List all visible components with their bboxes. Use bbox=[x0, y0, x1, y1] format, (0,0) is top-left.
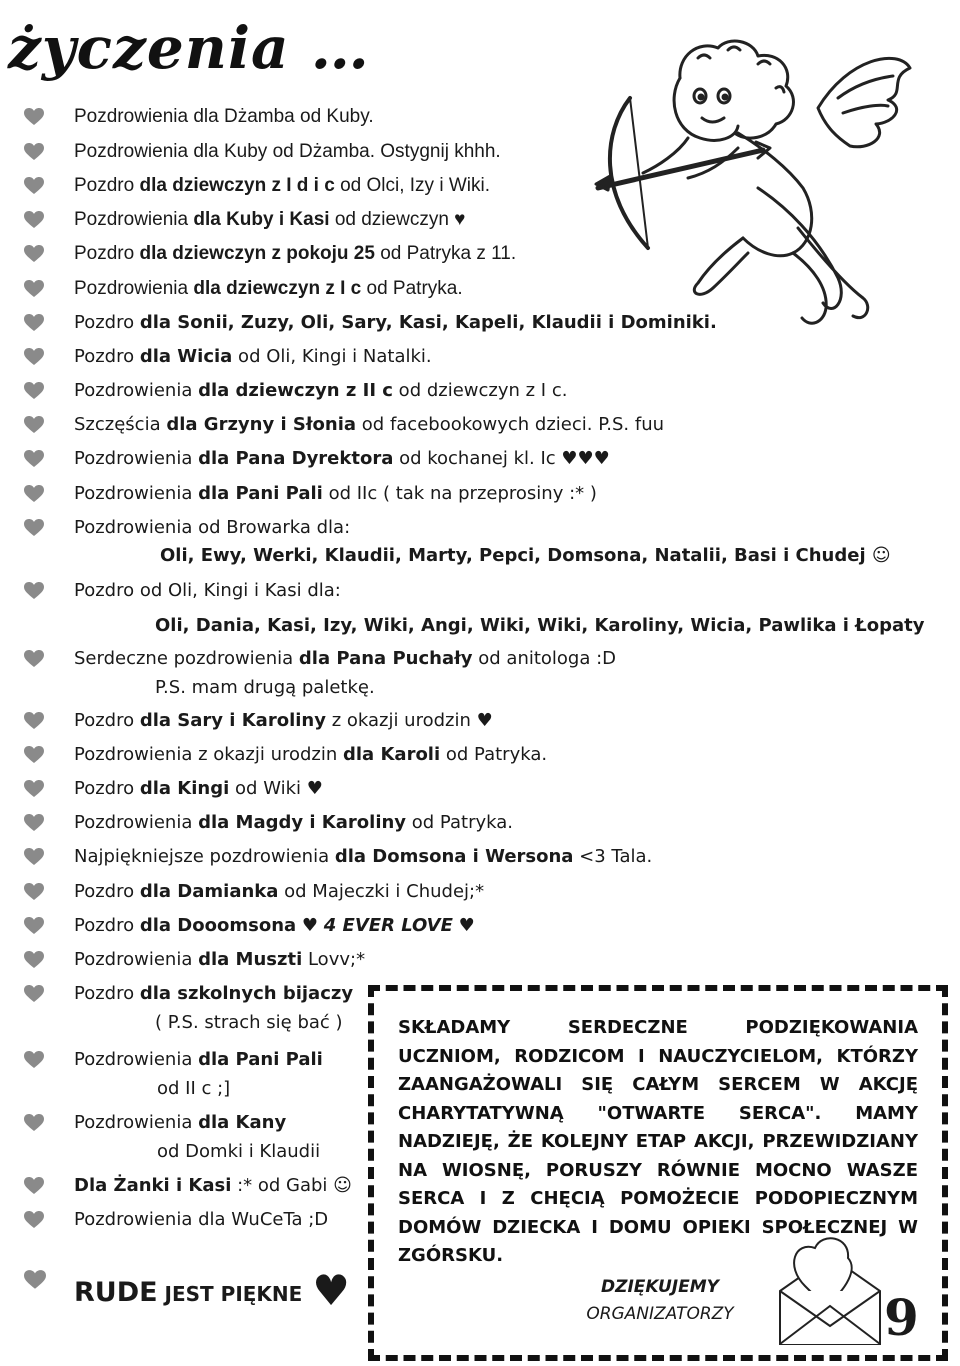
heart-bullet-icon bbox=[24, 1114, 44, 1132]
text-fragment: dla Kany bbox=[198, 1112, 287, 1133]
wish-item bbox=[74, 1112, 286, 1134]
wish-item bbox=[74, 881, 484, 903]
wish-item bbox=[74, 778, 323, 800]
text-fragment: dla Sonii, Zuzy, Oli, Sary, Kasi, Kapeli, Klaudii i Dominiki. bbox=[139, 312, 717, 333]
wish-item bbox=[74, 915, 475, 937]
heart-bullet-icon bbox=[24, 650, 44, 668]
wish-item bbox=[74, 846, 652, 868]
text-fragment: dla dziewczyn z I c bbox=[193, 278, 362, 299]
text-fragment: od facebookowych dzieci. P.S. fuu bbox=[356, 414, 665, 435]
text-fragment: dla Kingi bbox=[139, 778, 230, 799]
heart-bullet-icon bbox=[24, 712, 44, 730]
heart-bullet-icon bbox=[24, 177, 44, 195]
text-fragment: ( P.S. strach się bać ) bbox=[155, 1012, 343, 1033]
text-fragment: od Patryka. bbox=[406, 812, 513, 833]
heart-bullet-icon bbox=[24, 450, 44, 468]
text-fragment: od Domki i Klaudii bbox=[157, 1141, 321, 1162]
heart-envelope-icon bbox=[760, 1236, 900, 1348]
text-fragment: ♥♥♥ bbox=[561, 448, 610, 469]
heart-bullet-icon bbox=[24, 917, 44, 935]
text-fragment: :* od Gabi ☺ bbox=[231, 1175, 352, 1196]
text-fragment: dla dziewczyn z pokoju 25 bbox=[139, 243, 375, 264]
text-fragment: od Majeczki i Chudej;* bbox=[278, 881, 485, 902]
text-fragment: Pozdrowienia bbox=[74, 812, 199, 833]
wish-item bbox=[74, 243, 516, 265]
wish-item bbox=[74, 983, 353, 1005]
wish-continuation bbox=[157, 1078, 230, 1100]
wish-item bbox=[74, 141, 501, 163]
text-fragment: Serdeczne pozdrowienia bbox=[74, 648, 299, 669]
rude-rest: JEST PIĘKNE bbox=[157, 1282, 303, 1306]
wish-item bbox=[74, 414, 664, 436]
text-fragment: od kochanej kl. Ic bbox=[393, 448, 562, 469]
heart-bullet-icon bbox=[24, 1051, 44, 1069]
text-fragment: dla Wicia bbox=[139, 346, 233, 367]
text-fragment: Oli, Ewy, Werki, Klaudii, Marty, Pepci, Domsona, Natalii, Basi i Chudej ☺ bbox=[160, 545, 891, 566]
wish-item bbox=[74, 517, 350, 539]
text-fragment: od Wiki ♥ bbox=[229, 778, 323, 799]
heart-bullet-icon bbox=[24, 485, 44, 503]
text-fragment: od IIc ( tak na przeprosiny :* ) bbox=[322, 483, 597, 504]
wish-item bbox=[74, 483, 597, 505]
text-fragment: dla Muszti bbox=[198, 949, 303, 970]
text-fragment: <3 Tala. bbox=[573, 846, 653, 867]
text-fragment: Pozdro bbox=[74, 881, 140, 902]
text-fragment: Lovv;* bbox=[302, 949, 366, 970]
heart-bullet-icon bbox=[24, 416, 44, 434]
heart-bullet-icon bbox=[24, 280, 44, 298]
text-fragment: ♥ bbox=[452, 915, 475, 936]
wish-item bbox=[74, 949, 365, 971]
text-fragment: dla Dooomsona bbox=[139, 915, 297, 936]
text-fragment: Pozdrowienia bbox=[74, 380, 199, 401]
text-fragment: Pozdrowienia bbox=[74, 448, 199, 469]
text-fragment: Pozdro bbox=[74, 983, 140, 1004]
wish-item bbox=[74, 448, 610, 470]
heart-bullet-icon bbox=[24, 746, 44, 764]
heart-icon: ♥ bbox=[312, 1266, 350, 1315]
text-fragment: 4 EVER LOVE bbox=[323, 915, 453, 936]
text-fragment: dla Pana Dyrektora bbox=[198, 448, 394, 469]
text-fragment: z okazji urodzin ♥ bbox=[325, 710, 493, 731]
text-fragment: dla dziewczyn z I d i c bbox=[139, 175, 335, 196]
heart-bullet-icon bbox=[24, 348, 44, 366]
thanks-message: SKŁADAMY SERDECZNE PODZIĘKOWANIA UCZNIOM, RODZICOM I NAUCZYCIELOM, KTÓRZY ZAANGAŻOWALI SIĘ CAŁYM SERCEM W AKCJĘ CHARYTATYWNĄ "OTWARTE SERCA". MAMY NADZIEJĘ, ŻE KOLEJNY ETAP AKCJI, PRZEWIDZIANY NA WIOSNĘ, PORUSZY RÓWNIE MOCNO WASZE SERCA I Z CHĘCIĄ POMOŻECIE PODOPIECZNYM DOMÓW DZIECKA I DOMU OPIEKI SPOŁECZNEJ W ZGÓRSKU. bbox=[398, 1017, 918, 1266]
text-fragment: Najpiękniejsze pozdrowienia bbox=[74, 846, 335, 867]
text-fragment: Pozdrowienia bbox=[74, 1112, 199, 1133]
text-fragment: od Patryka. bbox=[361, 278, 463, 299]
wish-item bbox=[74, 710, 493, 732]
heart-bullet-icon bbox=[24, 245, 44, 263]
text-fragment: Pozdro od Oli, Kingi i Kasi dla: bbox=[74, 580, 341, 601]
text-fragment: dla Sary i Karoliny bbox=[139, 710, 326, 731]
wish-continuation bbox=[155, 677, 375, 699]
wish-item bbox=[74, 1175, 352, 1197]
wish-item bbox=[74, 812, 513, 834]
heart-bullet-icon bbox=[24, 1270, 46, 1290]
text-fragment: dla Kuby i Kasi bbox=[193, 209, 330, 230]
text-fragment: Pozdrowienia dla Kuby od Dżamba. Ostygnij khhh. bbox=[74, 141, 501, 162]
text-fragment: od Patryka z 11. bbox=[374, 243, 517, 264]
organizers-label: ORGANIZATORZY bbox=[586, 1304, 734, 1324]
wish-item bbox=[74, 312, 717, 334]
text-fragment: od Olci, Izy i Wiki. bbox=[334, 175, 490, 196]
text-fragment: od dziewczyn z I c. bbox=[392, 380, 568, 401]
text-fragment: Pozdrowienia dla WuCeTa ;D bbox=[74, 1209, 329, 1230]
text-fragment: Pozdrowienia bbox=[74, 1049, 199, 1070]
heart-bullet-icon bbox=[24, 382, 44, 400]
text-fragment: Pozdrowienia bbox=[74, 483, 199, 504]
text-fragment: dla Grzyny i Słonia bbox=[166, 414, 357, 435]
thanks-word: DZIĘKUJEMY bbox=[601, 1277, 719, 1297]
text-fragment: Pozdro bbox=[74, 710, 140, 731]
heart-bullet-icon bbox=[24, 211, 44, 229]
text-fragment: P.S. mam drugą paletkę. bbox=[155, 677, 375, 698]
wish-item bbox=[74, 209, 465, 231]
text-fragment: Pozdrowienia dla Dżamba od Kuby. bbox=[74, 106, 374, 127]
wish-item bbox=[74, 278, 463, 300]
text-fragment: dla Magdy i Karoliny bbox=[198, 812, 407, 833]
wish-continuation bbox=[155, 1012, 343, 1034]
wish-item bbox=[74, 580, 341, 602]
text-fragment: Pozdro bbox=[74, 778, 140, 799]
wish-item bbox=[74, 346, 432, 368]
wish-item bbox=[74, 744, 547, 766]
text-fragment: Pozdrowienia bbox=[74, 278, 194, 299]
text-fragment: od anitologa :D bbox=[472, 648, 617, 669]
heart-bullet-icon bbox=[24, 143, 44, 161]
text-fragment: Pozdro bbox=[74, 312, 140, 333]
heart-bullet-icon bbox=[24, 314, 44, 332]
text-fragment: dla Karoli bbox=[343, 744, 441, 765]
text-fragment: dla Pana Puchały bbox=[298, 648, 473, 669]
heart-bullet-icon bbox=[24, 883, 44, 901]
text-fragment: od II c ;] bbox=[157, 1078, 231, 1099]
text-fragment: Oli, Dania, Kasi, Izy, Wiki, Angi, Wiki, Wiki, Karoliny, Wicia, Pawlika i Łopaty bbox=[155, 615, 925, 636]
heart-bullet-icon bbox=[24, 1211, 44, 1229]
page-title: życzenia … bbox=[8, 14, 370, 82]
rude-slogan bbox=[74, 1266, 350, 1315]
heart-bullet-icon bbox=[24, 951, 44, 969]
heart-bullet-icon bbox=[24, 814, 44, 832]
heart-bullet-icon bbox=[24, 519, 44, 537]
text-fragment: Pozdrowienia z okazji urodzin bbox=[74, 744, 343, 765]
cupid-illustration bbox=[588, 38, 918, 338]
text-fragment: dla Domsona i Wersona bbox=[334, 846, 574, 867]
text-fragment: Pozdro bbox=[74, 915, 140, 936]
text-fragment: Pozdro bbox=[74, 346, 140, 367]
heart-bullet-icon bbox=[24, 108, 44, 126]
heart-bullet-icon bbox=[24, 582, 44, 600]
text-fragment: dla Damianka bbox=[139, 881, 279, 902]
text-fragment: Pozdrowienia od Browarka dla: bbox=[74, 517, 351, 538]
heart-bullet-icon bbox=[24, 1177, 44, 1195]
wish-continuation bbox=[157, 1141, 320, 1163]
heart-bullet-icon bbox=[24, 848, 44, 866]
text-fragment: Pozdrowienia bbox=[74, 209, 194, 230]
page-number: 9 bbox=[884, 1288, 919, 1347]
text-fragment: od Patryka. bbox=[440, 744, 548, 765]
text-fragment: Pozdro bbox=[74, 175, 140, 196]
text-fragment: od Oli, Kingi i Natalki. bbox=[232, 346, 432, 367]
heart-bullet-icon bbox=[24, 985, 44, 1003]
text-fragment: ♥ bbox=[296, 915, 324, 936]
text-fragment: dla Pani Pali bbox=[198, 483, 323, 504]
rude-word: RUDE bbox=[74, 1277, 158, 1308]
wish-item bbox=[74, 648, 616, 670]
text-fragment: Pozdro bbox=[74, 243, 140, 264]
text-fragment: dla Pani Pali bbox=[198, 1049, 323, 1070]
text-fragment: dla dziewczyn z II c bbox=[198, 380, 393, 401]
wish-continuation bbox=[160, 545, 891, 567]
wish-continuation bbox=[155, 615, 924, 637]
heart-bullet-icon bbox=[24, 780, 44, 798]
text-fragment: dla szkolnych bijaczy bbox=[139, 983, 354, 1004]
thanks-signature bbox=[560, 1274, 760, 1328]
text-fragment: Dla Żanki i Kasi bbox=[74, 1175, 232, 1196]
text-fragment: od dziewczyn ♥ bbox=[329, 209, 466, 230]
wish-item bbox=[74, 380, 567, 402]
wish-item bbox=[74, 1049, 323, 1071]
text-fragment: Pozdrowienia bbox=[74, 949, 199, 970]
wish-item bbox=[74, 175, 490, 197]
text-fragment: Szczęścia bbox=[74, 414, 167, 435]
wish-item bbox=[74, 106, 374, 128]
wish-item bbox=[74, 1209, 328, 1231]
